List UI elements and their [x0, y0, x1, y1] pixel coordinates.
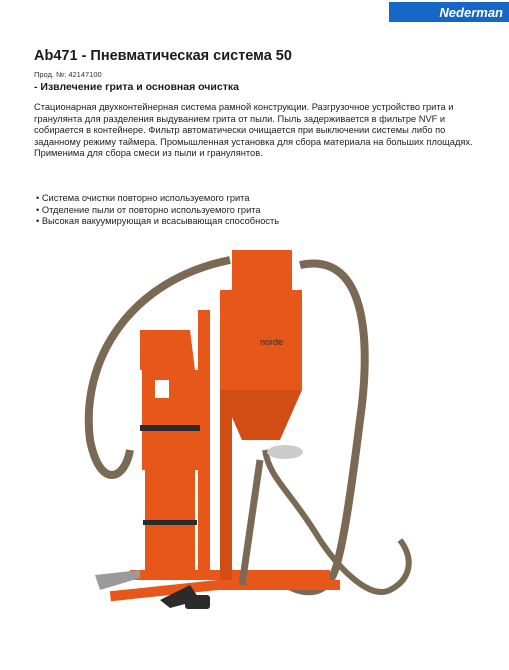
feature-list [36, 193, 279, 228]
suction-wand [242, 460, 260, 585]
left-container-top [140, 330, 195, 370]
brand-logo: Nederman [439, 5, 503, 20]
crevice-tool-icon [95, 570, 140, 590]
brand-banner [389, 2, 509, 22]
feature-item: • Система очистки повторно используемого грита [36, 193, 279, 205]
brush-tool-icon [185, 595, 210, 609]
product-photo [70, 240, 450, 655]
frame-post-left [198, 310, 210, 580]
feature-item: • Отделение пыли от повторно используемого грита [36, 205, 279, 217]
cyclone-top [232, 250, 292, 290]
product-subtitle: - Извлечение грита и основная очистка [34, 81, 239, 93]
warning-label [155, 380, 169, 398]
left-container-band [140, 425, 200, 431]
feature-item: • Высокая вакуумирующая и всасывающая способность [36, 216, 279, 228]
cyclone-cone [220, 390, 302, 440]
product-code: Прод. №: 42147100 [34, 70, 102, 79]
product-description: Стационарная двухконтейнерная система рамной конструкции. Разгрузочное устройство грита и гранулянта для разделения выдуванием грита от пыли. Пыль задерживается в фильтре NVF и собирается в контейнере. Фильтр автоматически очищается при выключении системы либо по заданному режиму таймера. Промышленная установка для сбора материала на больших площадях. Применима для сбора смеси из пыли и гранулянтов. [34, 102, 473, 159]
left-container-bin-band [143, 520, 197, 525]
product-title: Ab471 - Пневматическая система 50 [34, 48, 292, 64]
left-container-body [142, 370, 198, 470]
frame-foot-right [220, 580, 340, 590]
cyclone-outlet [267, 445, 303, 459]
top-bar [0, 0, 509, 24]
cyclone-logo: norde [260, 337, 284, 347]
